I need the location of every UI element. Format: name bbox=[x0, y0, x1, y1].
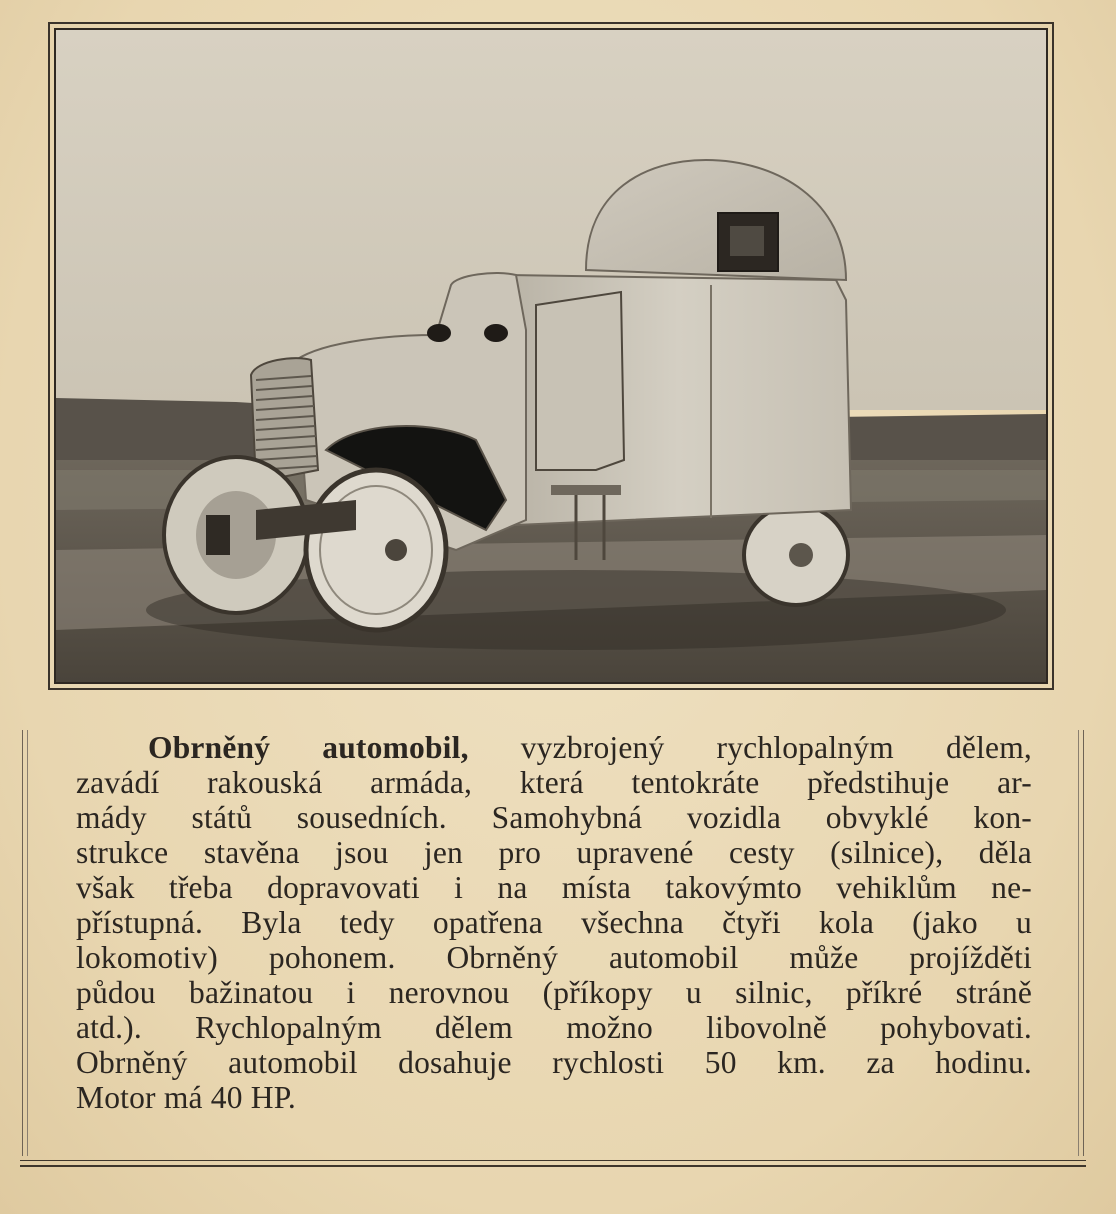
article-line: přístupná. Byla tedy opatřena všechna čtyři kola (jako u bbox=[76, 905, 1032, 940]
bottom-rule bbox=[20, 1165, 1086, 1167]
article-line bbox=[76, 730, 1032, 765]
article-first-line-rest: vyzbrojený rychlopalným dělem, bbox=[520, 730, 1032, 765]
article-line-last: Motor má 40 HP. bbox=[76, 1080, 297, 1115]
article-line: strukce stavěna jsou jen pro upravené cesty (silnice), děla bbox=[76, 835, 1032, 870]
armored-car-illustration bbox=[56, 30, 1046, 682]
article-lead: Obrněný automobil, bbox=[148, 730, 469, 765]
bottom-rule bbox=[20, 1160, 1086, 1161]
article-line: lokomotiv) pohonem. Obrněný automobil může projížděti bbox=[76, 940, 1032, 975]
article-text bbox=[76, 730, 1032, 1115]
article-line: atd.). Rychlopalným dělem možno libovolně pohybovati. bbox=[76, 1010, 1032, 1045]
article-line: Obrněný automobil dosahuje rychlosti 50 km. za hodinu. bbox=[76, 1045, 1032, 1080]
article-line: mády států sousedních. Samohybná vozidla obvyklé kon- bbox=[76, 800, 1032, 835]
photo-frame bbox=[48, 22, 1054, 690]
article-line: však třeba dopravovati i na místa takovýmto vehiklům ne- bbox=[76, 870, 1032, 905]
article-line: půdou bažinatou i nerovnou (příkopy u silnic, příkré stráně bbox=[76, 975, 1032, 1010]
article-line: zavádí rakouská armáda, která tentokráte předstihuje ar- bbox=[76, 765, 1032, 800]
armored-car-photo bbox=[54, 28, 1048, 684]
